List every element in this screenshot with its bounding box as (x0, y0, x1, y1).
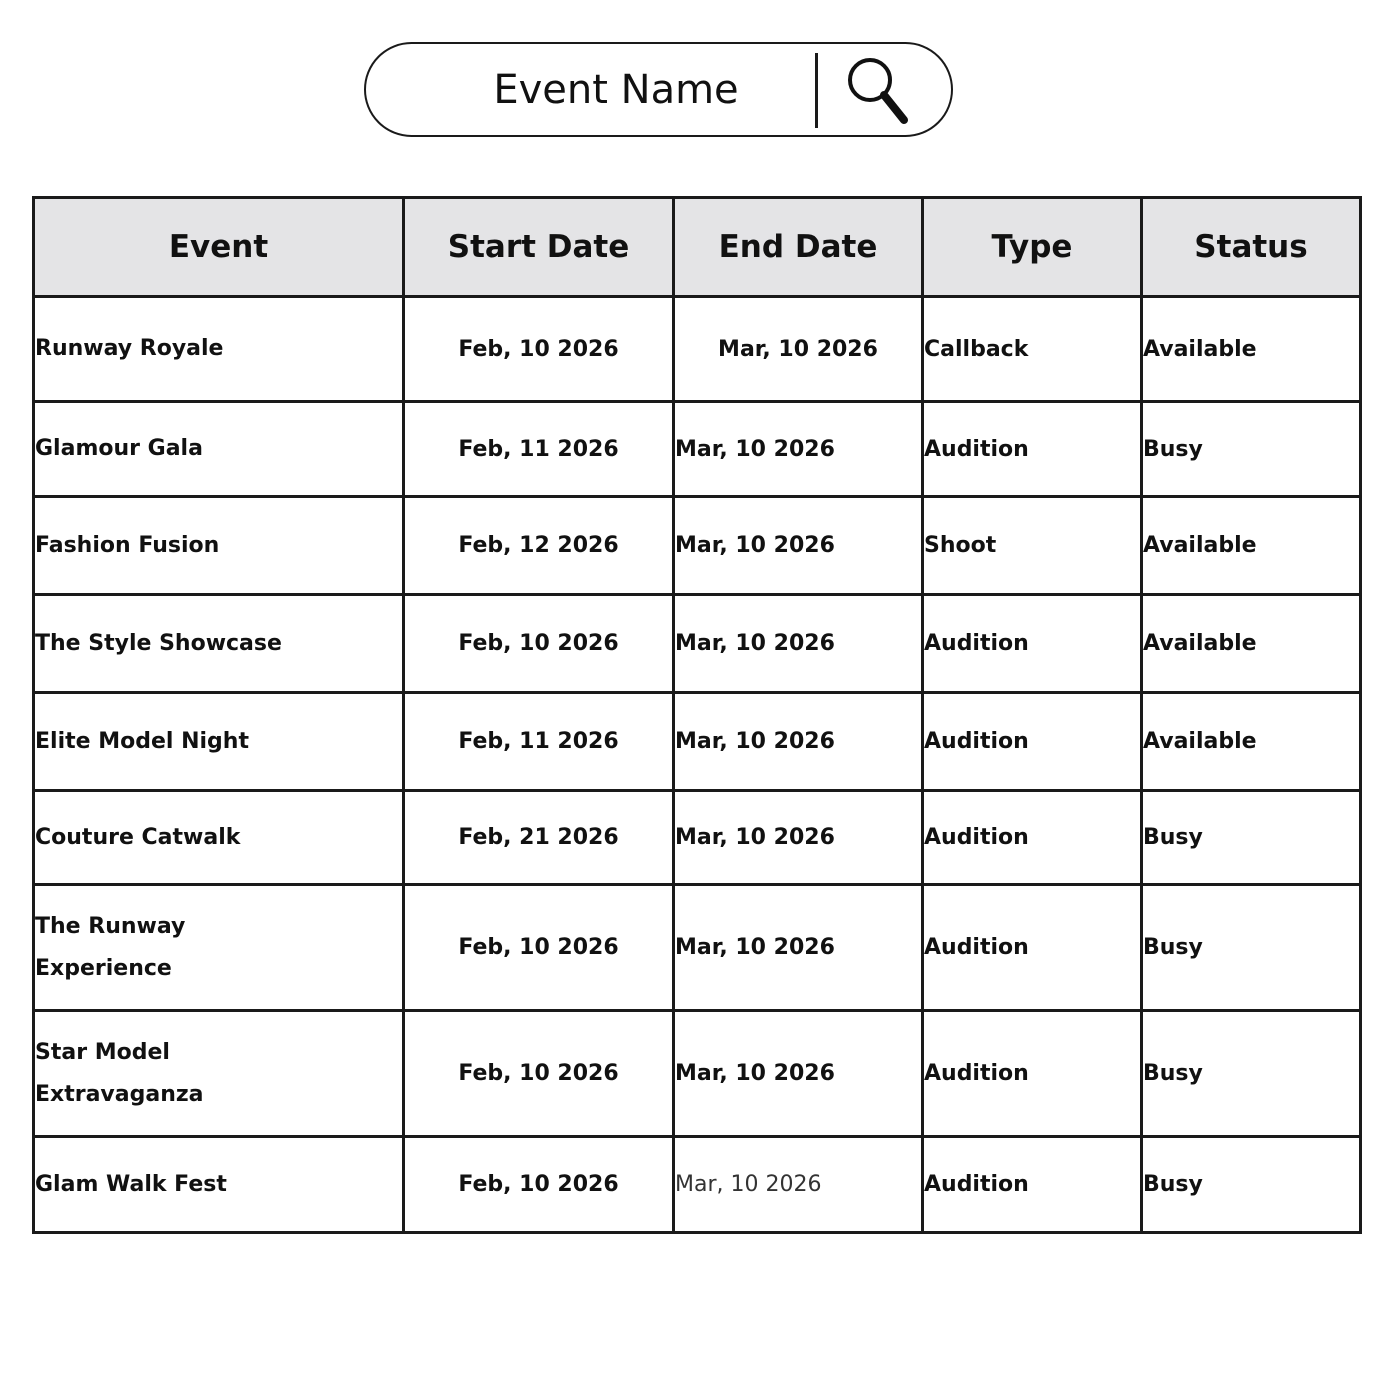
search-button[interactable] (842, 52, 914, 128)
event-name-cell: Star Model Extravaganza (34, 1011, 404, 1137)
event-name-cell: Couture Catwalk (34, 791, 404, 885)
column-header-end-date[interactable]: End Date (674, 198, 923, 297)
start-date-cell: Feb, 10 2026 (404, 1011, 674, 1137)
type-cell: Audition (923, 693, 1142, 791)
event-name-cell: The Runway Experience (34, 885, 404, 1011)
end-date-cell: Mar, 10 2026 (674, 402, 923, 497)
end-date-cell: Mar, 10 2026 (674, 791, 923, 885)
column-header-start-date[interactable]: Start Date (404, 198, 674, 297)
type-cell: Audition (923, 1137, 1142, 1233)
start-date-cell: Feb, 10 2026 (404, 595, 674, 693)
table-row[interactable] (34, 297, 1361, 402)
status-cell: Busy (1142, 885, 1361, 1011)
event-name-cell: The Style Showcase (34, 595, 404, 693)
type-cell: Audition (923, 1011, 1142, 1137)
type-cell: Audition (923, 791, 1142, 885)
search-bar (364, 42, 953, 137)
column-header-type[interactable]: Type (923, 198, 1142, 297)
table-row[interactable] (34, 402, 1361, 497)
table-row[interactable] (34, 791, 1361, 885)
search-input[interactable] (426, 58, 806, 122)
column-header-status[interactable]: Status (1142, 198, 1361, 297)
end-date-cell: Mar, 10 2026 (674, 297, 923, 402)
status-cell: Busy (1142, 1137, 1361, 1233)
search-divider (815, 53, 818, 128)
status-cell: Available (1142, 693, 1361, 791)
status-cell: Available (1142, 497, 1361, 595)
end-date-cell: Mar, 10 2026 (674, 693, 923, 791)
table-row[interactable] (34, 1011, 1361, 1137)
type-cell: Audition (923, 595, 1142, 693)
search-icon (842, 52, 914, 128)
type-cell: Shoot (923, 497, 1142, 595)
events-table (32, 196, 1362, 1234)
start-date-cell: Feb, 21 2026 (404, 791, 674, 885)
event-name-cell: Runway Royale (34, 297, 404, 402)
table-row[interactable] (34, 1137, 1361, 1233)
end-date-cell: Mar, 10 2026 (674, 497, 923, 595)
table-row[interactable] (34, 693, 1361, 791)
start-date-cell: Feb, 10 2026 (404, 1137, 674, 1233)
type-cell: Callback (923, 297, 1142, 402)
status-cell: Busy (1142, 1011, 1361, 1137)
start-date-cell: Feb, 12 2026 (404, 497, 674, 595)
end-date-cell: Mar, 10 2026 (674, 885, 923, 1011)
start-date-cell: Feb, 11 2026 (404, 402, 674, 497)
status-cell: Available (1142, 297, 1361, 402)
table-row[interactable] (34, 595, 1361, 693)
end-date-cell: Mar, 10 2026 (674, 595, 923, 693)
table-row[interactable] (34, 885, 1361, 1011)
status-cell: Busy (1142, 402, 1361, 497)
type-cell: Audition (923, 885, 1142, 1011)
start-date-cell: Feb, 11 2026 (404, 693, 674, 791)
column-header-event[interactable]: Event (34, 198, 404, 297)
start-date-cell: Feb, 10 2026 (404, 297, 674, 402)
type-cell: Audition (923, 402, 1142, 497)
table-header-row (34, 198, 1361, 297)
event-name-cell: Fashion Fusion (34, 497, 404, 595)
status-cell: Busy (1142, 791, 1361, 885)
start-date-cell: Feb, 10 2026 (404, 885, 674, 1011)
table-row[interactable] (34, 497, 1361, 595)
end-date-cell: Mar, 10 2026 (674, 1011, 923, 1137)
event-name-cell: Glamour Gala (34, 402, 404, 497)
event-name-cell: Elite Model Night (34, 693, 404, 791)
event-name-cell: Glam Walk Fest (34, 1137, 404, 1233)
end-date-cell: Mar, 10 2026 (674, 1137, 923, 1233)
status-cell: Available (1142, 595, 1361, 693)
